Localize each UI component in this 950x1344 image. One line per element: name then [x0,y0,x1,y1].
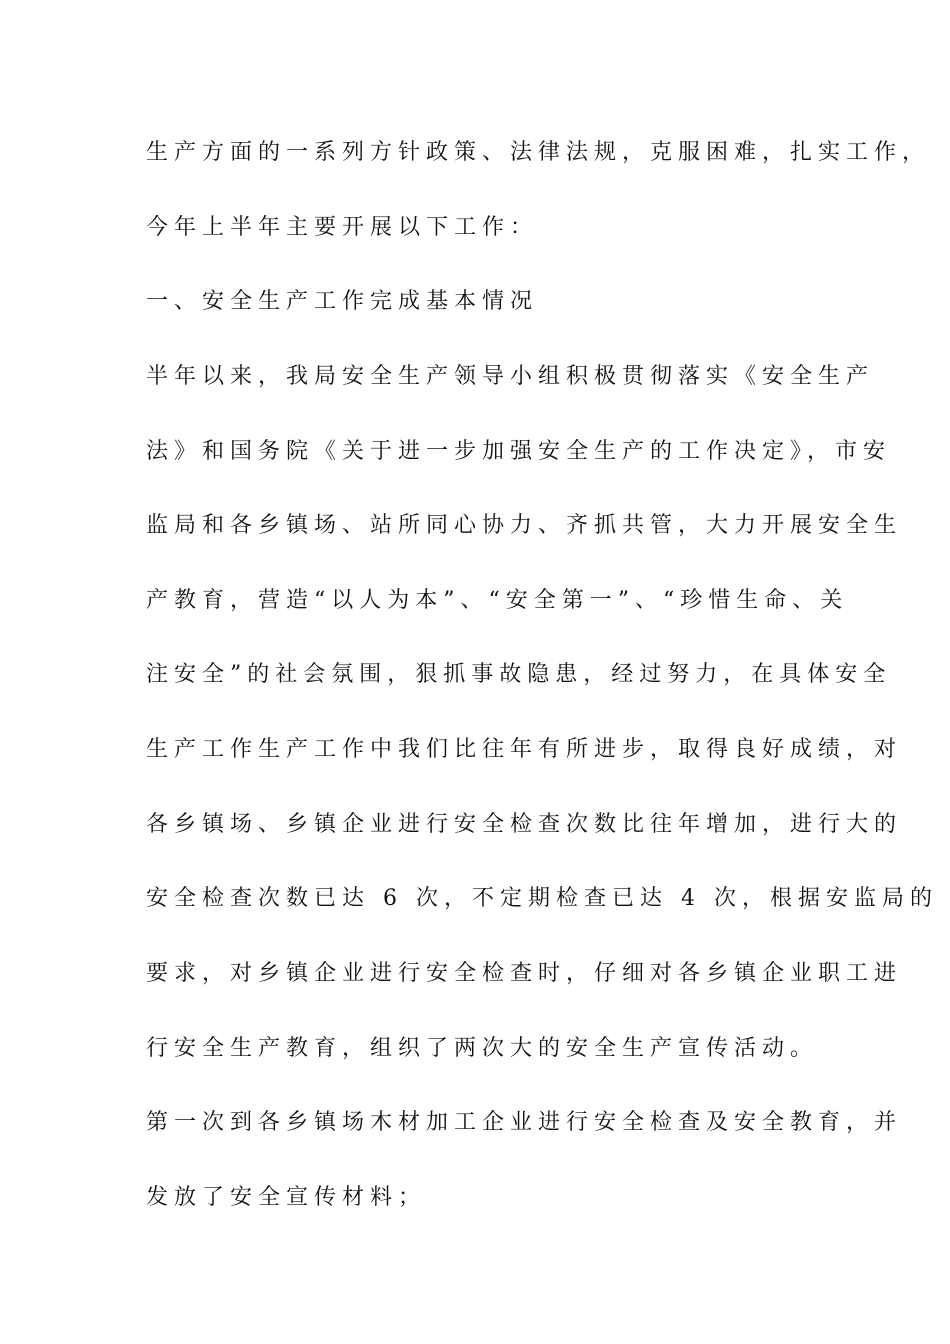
text-line: 产教育，营造“以人为本”、“安全第一”、“珍惜生命、关 [146,588,849,613]
text-line: 行安全生产教育，组织了两次大的安全生产宣传活动。 [146,1036,819,1061]
text-line: 安全检查次数已达 6 次，不定期检查已达 4 次，根据安监局的 [146,886,938,911]
text-line: 半年以来，我局安全生产领导小组积极贯彻落实《安全生产 [146,364,875,389]
section-heading: 一、安全生产工作完成基本情况 [146,289,539,314]
text-line: 要求，对乡镇企业进行安全检查时，仔细对各乡镇企业职工进 [146,961,903,986]
text-line: 监局和各乡镇场、站所同心协力、齐抓共管，大力开展安全生 [146,513,903,538]
text-line: 发放了安全宣传材料； [146,1185,427,1210]
text-line: 今年上半年主要开展以下工作： [146,215,539,240]
text-line: 法》和国务院《关于进一步加强安全生产的工作决定》，市安 [146,439,892,464]
text-line: 注安全”的社会氛围，狠抓事故隐患，经过努力，在具体安全 [146,662,892,687]
text-line: 第一次到各乡镇场木材加工企业进行安全检查及安全教育，并 [146,1110,903,1135]
text-line: 生产工作生产工作中我们比往年有所进步，取得良好成绩，对 [146,737,903,762]
text-line: 生产方面的一系列方针政策、法律法规，克服困难，扎实工作， [146,140,931,165]
text-line: 各乡镇场、乡镇企业进行安全检查次数比往年增加，进行大的 [146,812,903,837]
